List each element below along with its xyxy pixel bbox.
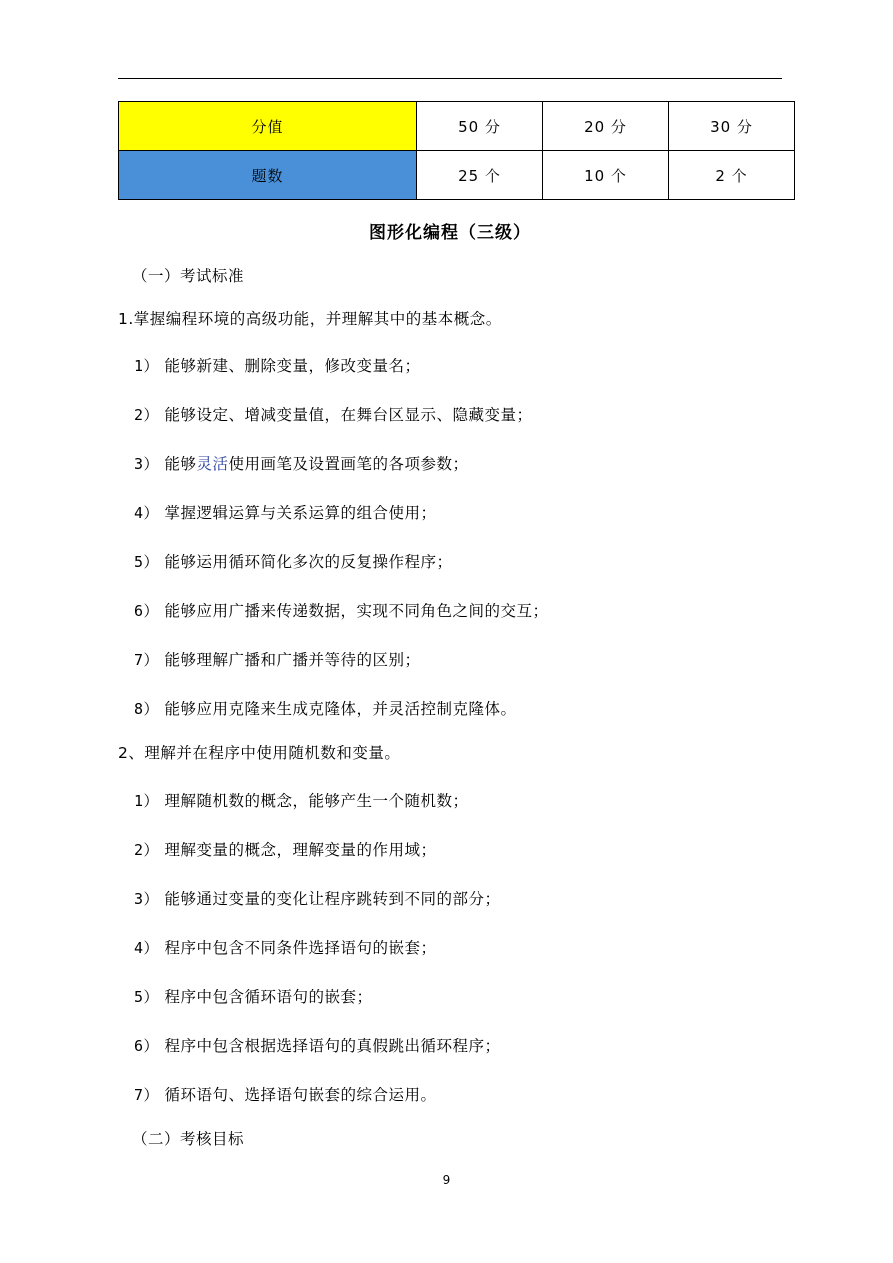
page-title: 图形化编程（三级） bbox=[369, 223, 531, 243]
list-item-number: 7） bbox=[134, 651, 160, 669]
list-item bbox=[118, 354, 782, 376]
list-item-text: 能够理解广播和广播并等待的区别； bbox=[164, 651, 421, 669]
list-item-number: 2） bbox=[134, 406, 160, 424]
list-item-text-tail: 使用画笔及设置画笔的各项参数； bbox=[228, 455, 469, 473]
list-item-text: 循环语句、选择语句嵌套的综合运用。 bbox=[164, 1085, 437, 1104]
list-item-text: 能够应用克隆来生成克隆体，并灵活控制克隆体。 bbox=[164, 700, 517, 718]
list-item-number: 6） bbox=[134, 602, 160, 620]
list-item bbox=[118, 1034, 782, 1056]
page-content bbox=[118, 78, 782, 1174]
list-item-text: 程序中包含循环语句的嵌套； bbox=[164, 987, 373, 1006]
list-item bbox=[118, 1083, 782, 1105]
score-table bbox=[118, 101, 795, 200]
section-heading-two: （二）考核目标 bbox=[132, 1129, 245, 1148]
list-item-text: 理解变量的概念，理解变量的作用域； bbox=[164, 840, 437, 859]
table-cell: 20 分 bbox=[543, 102, 669, 151]
list-item-text: 能够通过变量的变化让程序跳转到不同的部分； bbox=[164, 889, 501, 908]
list-item bbox=[118, 936, 782, 958]
list-item bbox=[118, 599, 782, 621]
list-item-text: 理解随机数的概念，能够产生一个随机数； bbox=[164, 791, 469, 810]
list-item-number: 5） bbox=[134, 553, 160, 571]
list-item-text: 能够新建、删除变量，修改变量名； bbox=[164, 357, 421, 375]
list-item bbox=[118, 838, 782, 860]
list-item-text: 程序中包含根据选择语句的真假跳出循环程序； bbox=[164, 1036, 501, 1055]
list-item-number: 7） bbox=[134, 1085, 160, 1104]
list-item bbox=[118, 697, 782, 719]
table-cell: 30 分 bbox=[669, 102, 795, 151]
list-item-text: 能够 bbox=[164, 455, 197, 473]
list-item-text: 掌握逻辑运算与关系运算的组合使用； bbox=[164, 504, 437, 522]
list-item-number: 2） bbox=[134, 840, 160, 859]
list-item-number: 8） bbox=[134, 700, 160, 718]
page-number: 9 bbox=[442, 1173, 451, 1187]
header-rule bbox=[118, 78, 782, 79]
list-item bbox=[118, 403, 782, 425]
list-item bbox=[118, 550, 782, 572]
table-cell: 10 个 bbox=[543, 151, 669, 200]
table-row bbox=[119, 151, 795, 200]
table-cell: 25 个 bbox=[417, 151, 543, 200]
list-item-text: 能够应用广播来传递数据，实现不同角色之间的交互； bbox=[164, 602, 549, 620]
table-cell: 50 分 bbox=[417, 102, 543, 151]
table-row-label: 分值 bbox=[119, 102, 417, 151]
list-item bbox=[118, 985, 782, 1007]
list-item-text: 能够设定、增减变量值，在舞台区显示、隐藏变量； bbox=[164, 406, 533, 424]
list-item bbox=[118, 648, 782, 670]
list-item-number: 1） bbox=[134, 357, 160, 375]
block2-heading: 2、理解并在程序中使用随机数和变量。 bbox=[118, 744, 401, 762]
list-item-number: 3） bbox=[134, 455, 160, 473]
list-item-highlight: 灵活 bbox=[196, 455, 229, 473]
list-item bbox=[118, 789, 782, 811]
block1-heading: 1.掌握编程环境的高级功能，并理解其中的基本概念。 bbox=[118, 309, 502, 328]
table-cell: 2 个 bbox=[669, 151, 795, 200]
list-item-number: 6） bbox=[134, 1036, 160, 1055]
list-item-number: 5） bbox=[134, 987, 160, 1006]
table-row bbox=[119, 102, 795, 151]
table-row-label: 题数 bbox=[119, 151, 417, 200]
section-heading-one: （一）考试标准 bbox=[132, 267, 245, 285]
list-item-text: 能够运用循环简化多次的反复操作程序； bbox=[164, 553, 453, 571]
list-item bbox=[118, 501, 782, 523]
list-item bbox=[118, 887, 782, 909]
list-item-number: 1） bbox=[134, 791, 160, 810]
list-item-text: 程序中包含不同条件选择语句的嵌套； bbox=[164, 938, 437, 957]
list-item bbox=[118, 452, 782, 474]
list-item-number: 4） bbox=[134, 938, 160, 957]
list-item-number: 3） bbox=[134, 889, 160, 908]
list-item-number: 4） bbox=[134, 504, 160, 522]
